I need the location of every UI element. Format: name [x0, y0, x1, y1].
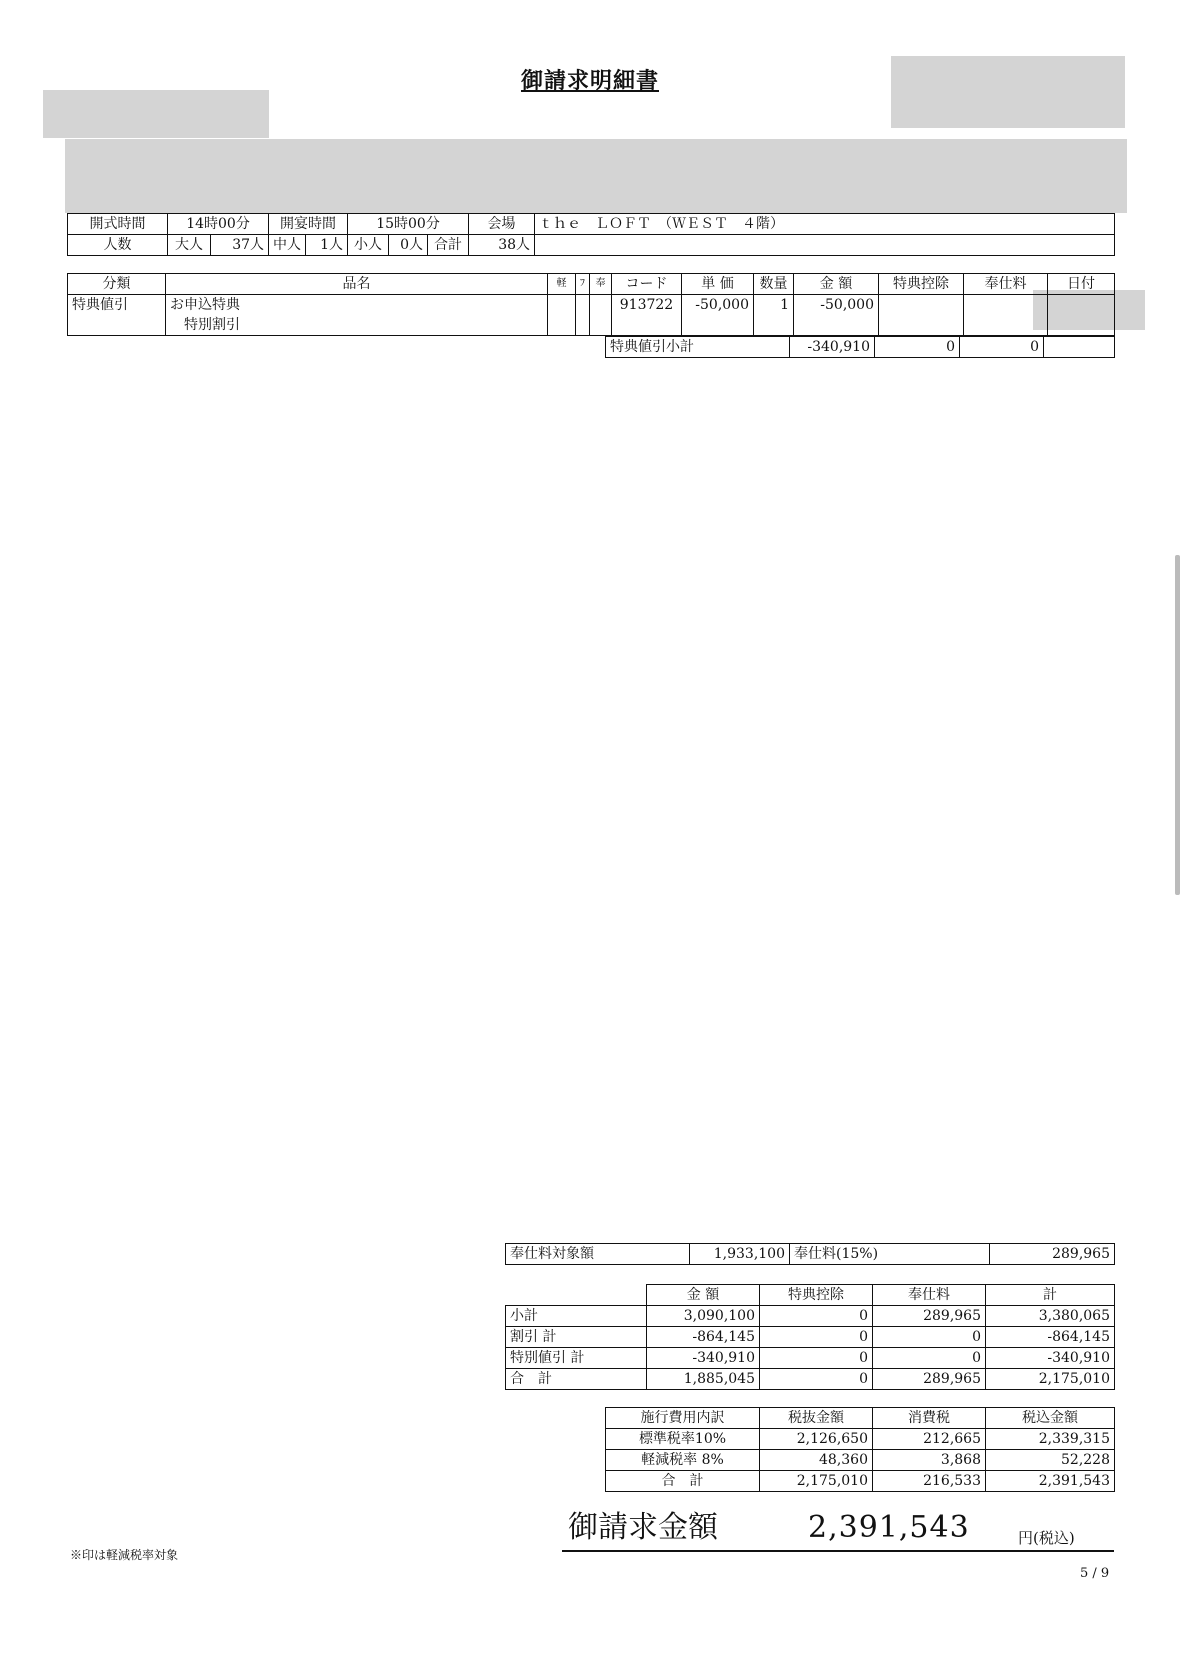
subtotal-deduction: 0	[875, 337, 960, 358]
subtotal-label: 特典値引小計	[606, 337, 790, 358]
row-service-flag	[590, 295, 612, 336]
tax-gross: 2,339,315	[986, 1429, 1115, 1450]
people-total-label: 合計	[428, 235, 469, 256]
venue-label: 会場	[469, 214, 535, 235]
col-date: 日付	[1048, 274, 1115, 295]
middle-label: 中人	[269, 235, 306, 256]
child-value: 0人	[389, 235, 428, 256]
summary-total: 2,175,010	[986, 1369, 1115, 1390]
detail-subtotal-row	[606, 337, 1115, 358]
row-unit-price: -50,000	[682, 295, 754, 336]
grand-total-block	[562, 1508, 1114, 1552]
row-deduction	[879, 295, 964, 336]
summary-label: 小計	[506, 1306, 647, 1327]
people-label: 人数	[68, 235, 168, 256]
venue-value: ｔｈｅ ＬＯＦＴ （ＷＥＳＴ ４階）	[535, 214, 1115, 235]
tax-gross: 2,391,543	[986, 1471, 1115, 1492]
summary-deduction: 0	[760, 1369, 873, 1390]
summary-col-service: 奉仕料	[873, 1285, 986, 1306]
grand-total-label: 御請求金額	[568, 1510, 718, 1545]
start-time-label: 開式時間	[68, 214, 168, 235]
row-code: 913722	[612, 295, 682, 336]
service-base-value: 1,933,100	[690, 1244, 790, 1265]
service-base-label: 奉仕料対象額	[506, 1244, 690, 1265]
summary-total: -864,145	[986, 1327, 1115, 1348]
summary-amount: -864,145	[647, 1327, 760, 1348]
tax-tax: 3,868	[873, 1450, 986, 1471]
middle-value: 1人	[306, 235, 348, 256]
row-reduced	[548, 295, 576, 336]
table-row	[606, 1429, 1115, 1450]
vertical-scrollbar[interactable]	[1175, 555, 1180, 895]
summary-col-amount: 金 額	[647, 1285, 760, 1306]
summary-total: 3,380,065	[986, 1306, 1115, 1327]
people-empty-cell	[535, 235, 1115, 256]
service-charge-row	[506, 1244, 1115, 1265]
tax-net: 48,360	[760, 1450, 873, 1471]
summary-label: 割引 計	[506, 1327, 647, 1348]
row-amount: -50,000	[794, 295, 879, 336]
redacted-header-block	[65, 139, 1127, 213]
redacted-stamp-block	[891, 56, 1125, 128]
redacted-customer-block	[43, 90, 269, 138]
tax-col-net: 税抜金額	[760, 1408, 873, 1429]
adult-value: 37人	[211, 235, 269, 256]
tax-gross: 52,228	[986, 1450, 1115, 1471]
tax-net: 2,175,010	[760, 1471, 873, 1492]
col-code: コード	[612, 274, 682, 295]
row-qty: 1	[754, 295, 794, 336]
summary-deduction: 0	[760, 1327, 873, 1348]
col-unit-price: 単 価	[682, 274, 754, 295]
summary-col-total: 計	[986, 1285, 1115, 1306]
summary-corner	[506, 1285, 647, 1306]
tax-col-tax: 消費税	[873, 1408, 986, 1429]
tax-label: 標準税率10%	[606, 1429, 760, 1450]
col-service-flag: 奉	[590, 274, 612, 295]
service-rate-label: 奉仕料(15%)	[790, 1244, 990, 1265]
summary-service: 289,965	[873, 1369, 986, 1390]
detail-header-row	[68, 274, 1115, 295]
child-label: 小人	[348, 235, 389, 256]
summary-service: 0	[873, 1348, 986, 1369]
summary-col-deduction: 特典控除	[760, 1285, 873, 1306]
row-f	[576, 295, 590, 336]
subtotal-service: 0	[960, 337, 1044, 358]
tax-tax: 216,533	[873, 1471, 986, 1492]
summary-label: 合 計	[506, 1369, 647, 1390]
tax-col-breakdown: 施行費用内訳	[606, 1408, 760, 1429]
summary-header-row	[506, 1285, 1115, 1306]
summary-total: -340,910	[986, 1348, 1115, 1369]
tax-tax: 212,665	[873, 1429, 986, 1450]
tax-header-row	[606, 1408, 1115, 1429]
table-row	[506, 1306, 1115, 1327]
table-row	[506, 1348, 1115, 1369]
table-row	[506, 1327, 1115, 1348]
row-item-cell	[166, 295, 548, 336]
summary-table	[505, 1284, 1115, 1390]
people-total-value: 38人	[469, 235, 535, 256]
summary-service: 289,965	[873, 1306, 986, 1327]
page-number: 5 / 9	[1080, 1566, 1110, 1581]
summary-deduction: 0	[760, 1348, 873, 1369]
row-service	[964, 295, 1048, 336]
service-rate-value: 289,965	[990, 1244, 1115, 1265]
end-time-label: 開宴時間	[269, 214, 348, 235]
tax-net: 2,126,650	[760, 1429, 873, 1450]
event-info-table	[67, 213, 1115, 256]
summary-amount: 3,090,100	[647, 1306, 760, 1327]
event-time-row	[68, 214, 1115, 235]
table-row	[606, 1471, 1115, 1492]
detail-table	[67, 273, 1115, 336]
start-time-value: 14時00分	[168, 214, 269, 235]
row-category: 特典値引	[68, 295, 166, 336]
summary-service: 0	[873, 1327, 986, 1348]
table-row	[606, 1450, 1115, 1471]
col-service: 奉仕料	[964, 274, 1048, 295]
row-date	[1048, 295, 1115, 336]
col-item: 品名	[166, 274, 548, 295]
col-category: 分類	[68, 274, 166, 295]
table-row	[506, 1369, 1115, 1390]
subtotal-empty	[1044, 337, 1115, 358]
summary-amount: -340,910	[647, 1348, 760, 1369]
detail-subtotal-table	[605, 336, 1115, 358]
tax-col-gross: 税込金額	[986, 1408, 1115, 1429]
service-charge-table	[505, 1243, 1115, 1265]
end-time-value: 15時00分	[348, 214, 469, 235]
col-deduction: 特典控除	[879, 274, 964, 295]
tax-label: 合 計	[606, 1471, 760, 1492]
summary-label: 特別値引 計	[506, 1348, 647, 1369]
grand-total-value: 2,391,543	[808, 1510, 970, 1545]
document-title: 御請求明細書	[520, 68, 659, 94]
people-row	[68, 235, 1115, 256]
col-qty: 数量	[754, 274, 794, 295]
summary-deduction: 0	[760, 1306, 873, 1327]
col-f: ﾌ	[576, 274, 590, 295]
grand-total-suffix: 円(税込)	[1018, 1529, 1075, 1547]
col-amount: 金 額	[794, 274, 879, 295]
row-item-line1: お申込特典	[170, 297, 240, 313]
tax-table	[605, 1407, 1115, 1492]
subtotal-amount: -340,910	[790, 337, 875, 358]
col-reduced: 軽	[548, 274, 576, 295]
tax-label: 軽減税率 8%	[606, 1450, 760, 1471]
adult-label: 大人	[168, 235, 211, 256]
row-item-line2: 特別割引	[184, 317, 240, 333]
summary-amount: 1,885,045	[647, 1369, 760, 1390]
footnote: ※印は軽減税率対象	[70, 1548, 179, 1562]
table-row	[68, 295, 1115, 336]
